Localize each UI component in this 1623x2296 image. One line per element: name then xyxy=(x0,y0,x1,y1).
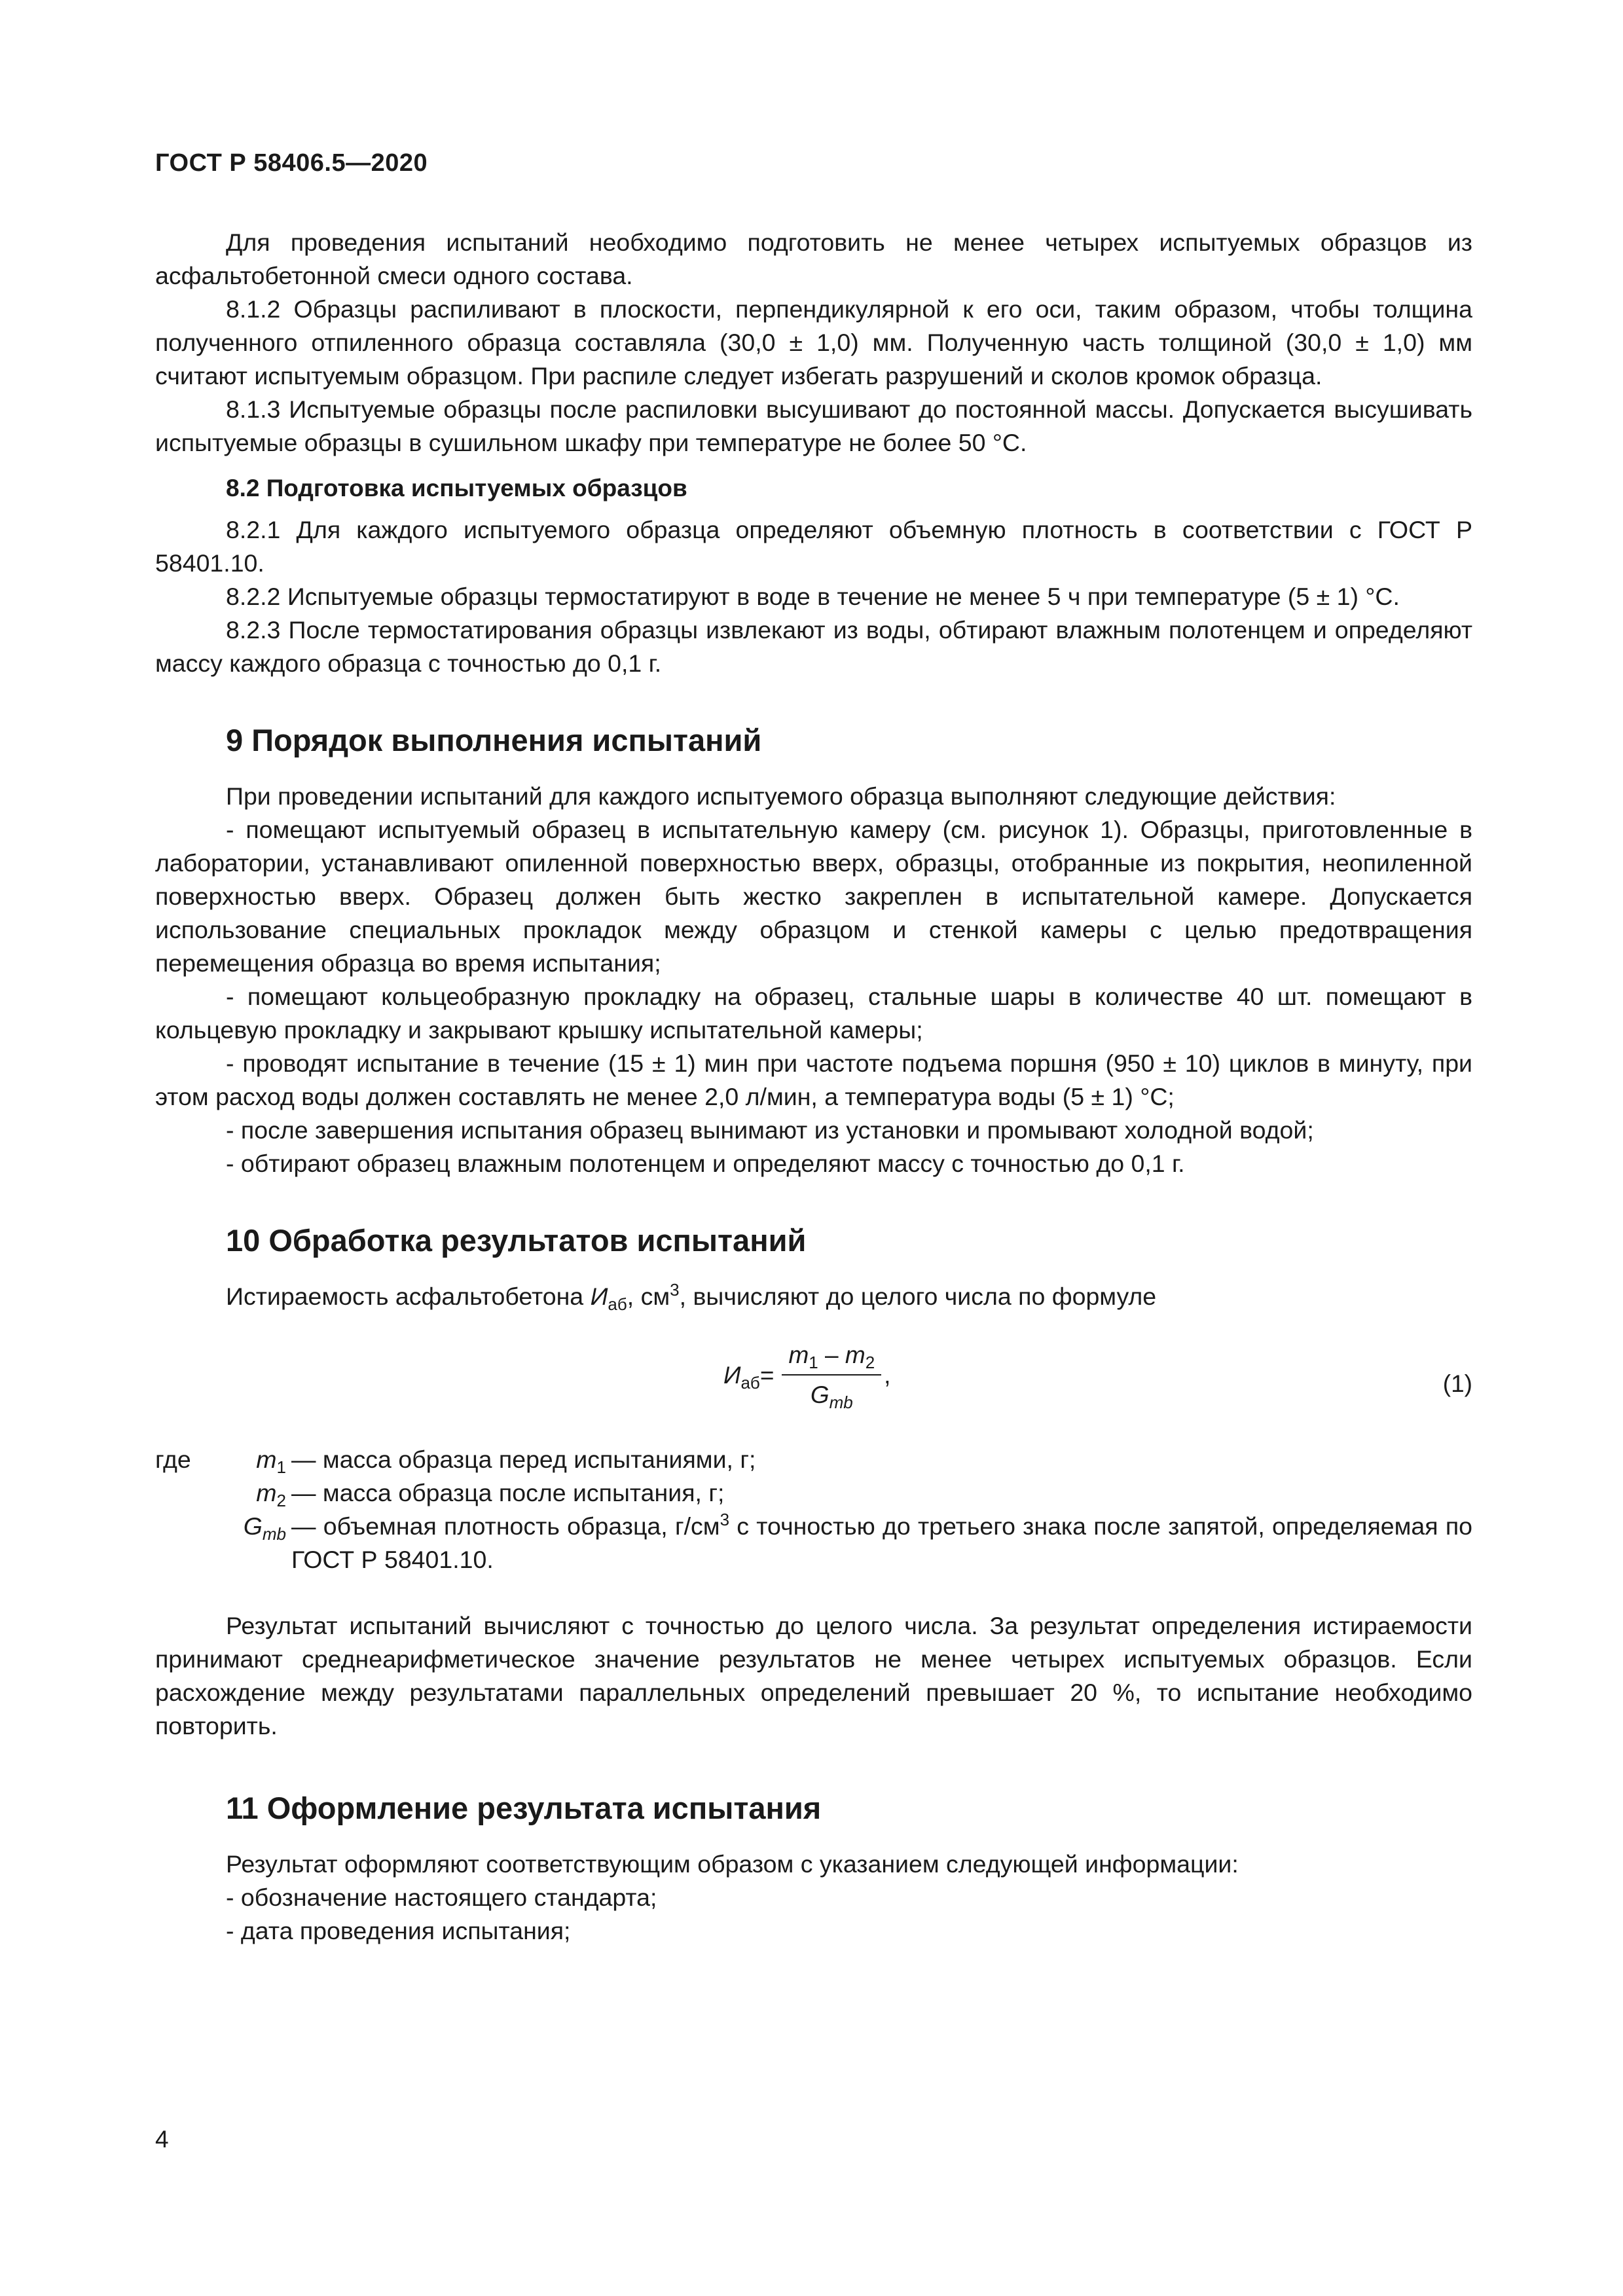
list-item: - помещают испытуемый образец в испытательную камеру (см. рисунок 1). Образцы, приготовленные в лаборатории, устанавливают опиленной поверхностью вверх, образцы, отобранные из покрытия, неопиленной поверхностью вверх. Образец должен быть жестко закреплен в испытательной камере. Допускается использование специальных прокладок между образцом и стенкой камеры с целью предотвращения перемещения образца во время испытания; xyxy=(155,816,1472,977)
formula-numerator xyxy=(782,1338,881,1374)
symbol-gmb: G xyxy=(243,1512,263,1540)
unit-text: , см xyxy=(627,1283,670,1310)
abrasion-symbol-subscript: аб xyxy=(608,1294,627,1314)
section-heading-9: 9 Порядок выполнения испытаний xyxy=(226,723,762,757)
formula-fraction xyxy=(782,1338,881,1412)
unit-superscript: 3 xyxy=(670,1280,680,1300)
where-label: где xyxy=(155,1446,191,1473)
denominator-g: G xyxy=(810,1381,830,1408)
formula-block xyxy=(155,1338,1472,1423)
formula xyxy=(723,1338,890,1412)
document-header: ГОСТ Р 58406.5—2020 xyxy=(155,149,428,177)
abrasion-symbol: И xyxy=(590,1283,608,1310)
subsection-heading-8-2: 8.2 Подготовка испытуемых образцов xyxy=(226,475,687,501)
formula-number: (1) xyxy=(1442,1370,1472,1397)
formula-lhs xyxy=(723,1358,760,1392)
page-number: 4 xyxy=(155,2126,169,2153)
list-item: - помещают кольцеобразную прокладку на образец, стальные шары в количестве 40 шт. помещают в кольцевую прокладку и закрывают крышку испытательной камеры; xyxy=(155,983,1472,1044)
definition-m2: масса образца после испытания, г; xyxy=(322,1479,725,1506)
denominator-subscript: mb xyxy=(829,1393,853,1412)
symbol-m1-subscript: 1 xyxy=(276,1457,286,1477)
definition-m1: масса образца перед испытаниями, г; xyxy=(322,1446,756,1473)
definition-text xyxy=(291,1476,1472,1510)
paragraph-8-2-3: 8.2.3 После термостатирования образцы извлекают из воды, обтирают влажным полотенцем и определяют массу каждого образца с точностью до 0,1 г. xyxy=(155,616,1472,677)
definition-gmb-superscript: 3 xyxy=(720,1510,730,1529)
numerator-m2-subscript: 2 xyxy=(865,1353,875,1372)
formula-denominator xyxy=(811,1376,853,1412)
definition-symbol xyxy=(214,1510,291,1576)
definition-gmb: объемная плотность образца, г/см xyxy=(323,1512,720,1540)
definition-dash: — xyxy=(291,1479,323,1506)
definition-symbol xyxy=(214,1443,291,1476)
list-item: - проводят испытание в течение (15 ± 1) мин при частоте подъема поршня (950 ± 10) циклов в минуту, при этом расход воды должен составлять не менее 2,0 л/мин, а температура воды (5 ± 1) °С; xyxy=(155,1049,1472,1110)
definition-gmb-continued: с точностью до третьего знака после запятой, определяемая по ГОСТ Р 58401.10. xyxy=(291,1512,1472,1573)
symbol-m1: m xyxy=(256,1446,277,1473)
definition-text xyxy=(291,1510,1472,1576)
formula-comma: , xyxy=(884,1361,891,1389)
symbol-m2-subscript: 2 xyxy=(276,1491,286,1510)
paragraph-8-1-3: 8.1.3 Испытуемые образцы после распиловки высушивают до постоянной массы. Допускается высушивать испытуемые образцы в сушильном шкафу при температуре не более 50 °С. xyxy=(155,395,1472,456)
definitions-list xyxy=(155,1443,1472,1576)
formula-lhs-subscript: аб xyxy=(740,1372,760,1393)
definition-dash: — xyxy=(291,1446,323,1473)
numerator-m1-subscript: 1 xyxy=(809,1353,818,1372)
section-11-intro: Результат оформляют соответствующим образом с указанием следующей информации: xyxy=(226,1850,1239,1878)
paragraph-8-1-2: 8.1.2 Образцы распиливают в плоскости, перпендикулярной к его оси, таким образом, чтобы толщина полученного отпиленного образца составляла (30,0 ± 1,0) мм. Полученную часть толщиной (30,0 ± 1,0) мм считают испытуемым образцом. При распиле следует избегать разрушений и сколов кромок образца. xyxy=(155,295,1472,390)
document-body xyxy=(155,226,1472,1948)
section-heading-10: 10 Обработка результатов испытаний xyxy=(226,1223,807,1258)
paragraph-8-2-1: 8.2.1 Для каждого испытуемого образца определяют объемную плотность в соответствии с ГОСТ Р 58401.10. xyxy=(155,516,1472,577)
numerator-minus: – xyxy=(818,1341,845,1368)
definition-dash: — xyxy=(291,1512,323,1540)
formula-lhs-symbol: И xyxy=(723,1361,741,1389)
symbol-gmb-subscript: mb xyxy=(262,1524,286,1544)
definition-symbol xyxy=(214,1476,291,1510)
section-9-intro: При проведении испытаний для каждого испытуемого образца выполняют следующие действия: xyxy=(226,782,1336,810)
intro-text: Истираемость асфальтобетона xyxy=(226,1283,591,1310)
spacer xyxy=(155,1576,1472,1609)
intro-text-end: , вычисляют до целого числа по формуле xyxy=(679,1283,1157,1310)
list-item: - дата проведения испытания; xyxy=(226,1917,571,1944)
list-item: - обтирают образец влажным полотенцем и определяют массу с точностью до 0,1 г. xyxy=(226,1150,1185,1177)
section-10-intro xyxy=(155,1280,1472,1313)
list-item: - после завершения испытания образец вынимают из установки и промывают холодной водой; xyxy=(226,1116,1314,1144)
paragraph-8-2-2: 8.2.2 Испытуемые образцы термостатируют в воде в течение не менее 5 ч при температуре (5 ± 1) °С. xyxy=(226,583,1400,610)
result-paragraph: Результат испытаний вычисляют с точностью до целого числа. За результат определения истираемости принимают среднеарифметическое значение результатов не менее четырех испытуемых образцов. Если расхождение между результатами параллельных определений превышает 20 %, то испытание необходимо повторить. xyxy=(155,1612,1472,1740)
symbol-m2: m xyxy=(256,1479,277,1506)
list-item: - обозначение настоящего стандарта; xyxy=(226,1884,657,1911)
paragraph: Для проведения испытаний необходимо подготовить не менее четырех испытуемых образцов из асфальтобетонной смеси одного состава. xyxy=(155,228,1472,289)
numerator-m1: m xyxy=(788,1341,809,1368)
definition-text xyxy=(291,1443,1472,1476)
section-heading-11: 11 Оформление результата испытания xyxy=(226,1791,822,1825)
numerator-m2: m xyxy=(845,1341,866,1368)
formula-equals: = xyxy=(759,1361,775,1389)
